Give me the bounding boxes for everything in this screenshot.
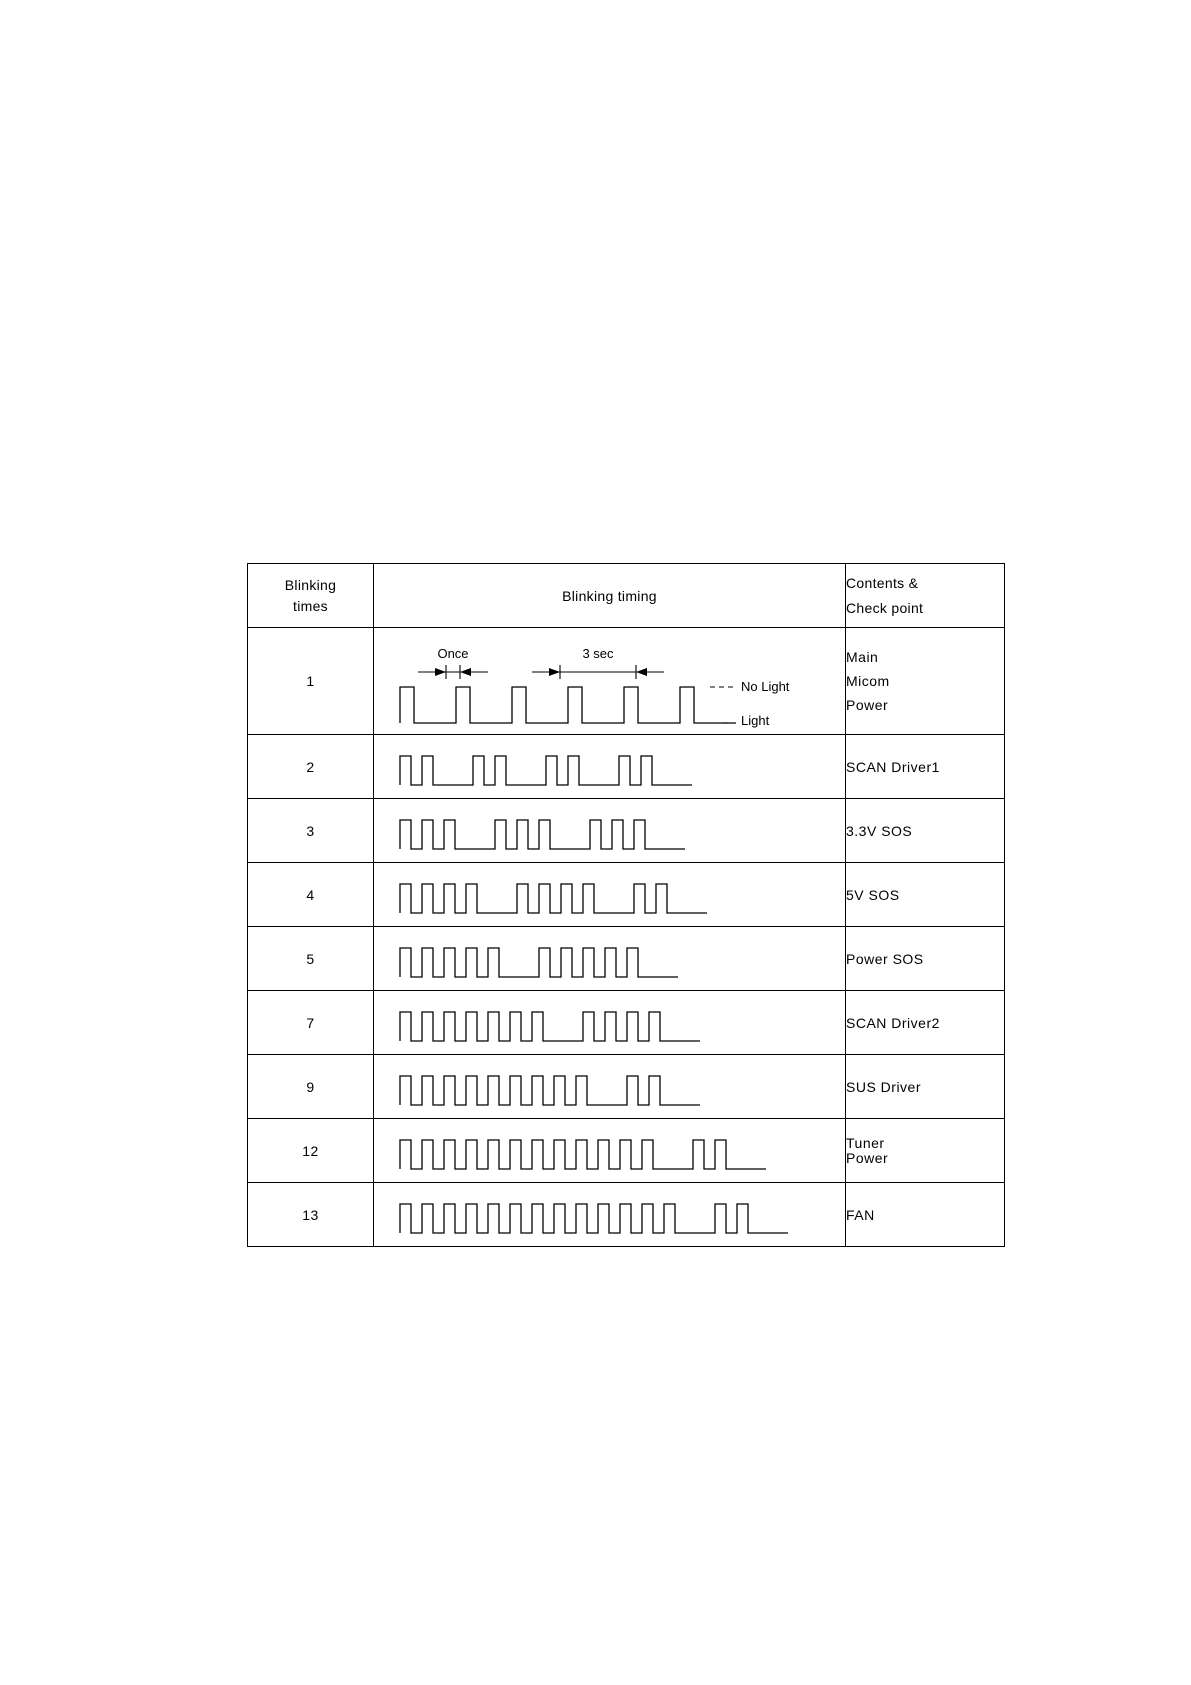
blinking-timing-cell — [374, 628, 846, 735]
blinking-times-cell: 4 — [248, 863, 374, 927]
blinking-timing-cell — [374, 1183, 846, 1247]
blink-waveform-7 — [374, 991, 846, 1054]
check-point-cell — [846, 735, 1005, 799]
three-sec-dimension-label: 3 sec — [582, 646, 614, 661]
blinking-timing-cell — [374, 735, 846, 799]
check-point-line: Power — [846, 697, 889, 713]
check-point-cell — [846, 1183, 1005, 1247]
blink-waveform-trace — [400, 756, 692, 785]
once-dimension-label: Once — [437, 646, 469, 661]
check-point-line: Micom — [846, 673, 890, 689]
blink-waveform-2 — [374, 735, 846, 798]
blinking-table — [247, 563, 1005, 1247]
table-row — [248, 927, 1005, 991]
check-point-cell — [846, 628, 1005, 735]
blinking-times-cell: 5 — [248, 927, 374, 991]
table-row — [248, 1119, 1005, 1183]
blinking-timing-cell — [374, 1055, 846, 1119]
blinking-times-cell: 7 — [248, 991, 374, 1055]
blink-waveform-12 — [374, 1119, 846, 1182]
check-point-cell — [846, 1119, 1005, 1183]
check-point-line: 3.3V SOS — [846, 822, 913, 839]
blinking-timing-cell — [374, 927, 846, 991]
table-row — [248, 991, 1005, 1055]
check-point-line: SCAN Driver1 — [846, 758, 940, 775]
header-contents-line2: Check point — [846, 599, 924, 616]
blink-waveform-trace — [400, 1076, 700, 1105]
no-light-label: No Light — [741, 679, 790, 694]
header-blinking-times-line2: times — [293, 597, 328, 614]
check-point-line: Power — [846, 1149, 889, 1166]
check-point-line: Main — [846, 649, 879, 665]
check-point-line: SUS Driver — [846, 1078, 922, 1095]
blink-waveform-trace — [400, 1012, 700, 1041]
check-point-line: Tuner — [846, 1134, 885, 1151]
blinking-timing-cell — [374, 863, 846, 927]
blink-waveform-trace — [400, 1204, 788, 1233]
blink-waveform-trace — [400, 820, 685, 849]
header-contents-line1: Contents & — [846, 574, 919, 591]
check-point-line: Power SOS — [846, 950, 924, 967]
blink-waveform-trace — [400, 948, 678, 977]
check-point-cell — [846, 927, 1005, 991]
table-header-row — [248, 564, 1005, 628]
check-point-line: 5V SOS — [846, 886, 900, 903]
check-point-line: FAN — [846, 1206, 875, 1223]
check-point-cell — [846, 799, 1005, 863]
table-row — [248, 1055, 1005, 1119]
once-dimension — [418, 646, 488, 679]
table-row — [248, 1183, 1005, 1247]
three-sec-dimension — [532, 646, 664, 679]
blink-waveform-trace — [400, 884, 707, 913]
table-row — [248, 628, 1005, 735]
table-row — [248, 863, 1005, 927]
blinking-times-cell: 13 — [248, 1183, 374, 1247]
blinking-times-cell: 2 — [248, 735, 374, 799]
header-contents-check-point — [846, 564, 1005, 628]
blink-waveform-3 — [374, 799, 846, 862]
blinking-times-cell: 3 — [248, 799, 374, 863]
blinking-timing-cell — [374, 799, 846, 863]
check-point-cell — [846, 863, 1005, 927]
blink-waveform-13 — [374, 1183, 846, 1246]
blink-waveform-trace — [400, 1140, 766, 1169]
blink-waveform-4 — [374, 863, 846, 926]
check-point-line: SCAN Driver2 — [846, 1014, 940, 1031]
header-blinking-times-line1: Blinking — [284, 576, 337, 593]
header-blinking-timing: Blinking timing — [374, 564, 846, 628]
check-point-cell — [846, 1055, 1005, 1119]
blinking-timing-cell — [374, 1119, 846, 1183]
table-row — [248, 799, 1005, 863]
blink-waveform-1 — [374, 628, 846, 734]
blink-waveform-trace — [400, 687, 736, 723]
header-blinking-times — [248, 564, 374, 628]
blink-waveform-9 — [374, 1055, 846, 1118]
check-point-cell — [846, 991, 1005, 1055]
blinking-times-cell: 12 — [248, 1119, 374, 1183]
blink-waveform-5 — [374, 927, 846, 990]
blinking-times-cell: 1 — [248, 628, 374, 735]
blinking-timing-cell — [374, 991, 846, 1055]
light-label: Light — [741, 713, 770, 728]
blinking-times-cell: 9 — [248, 1055, 374, 1119]
table-row — [248, 735, 1005, 799]
